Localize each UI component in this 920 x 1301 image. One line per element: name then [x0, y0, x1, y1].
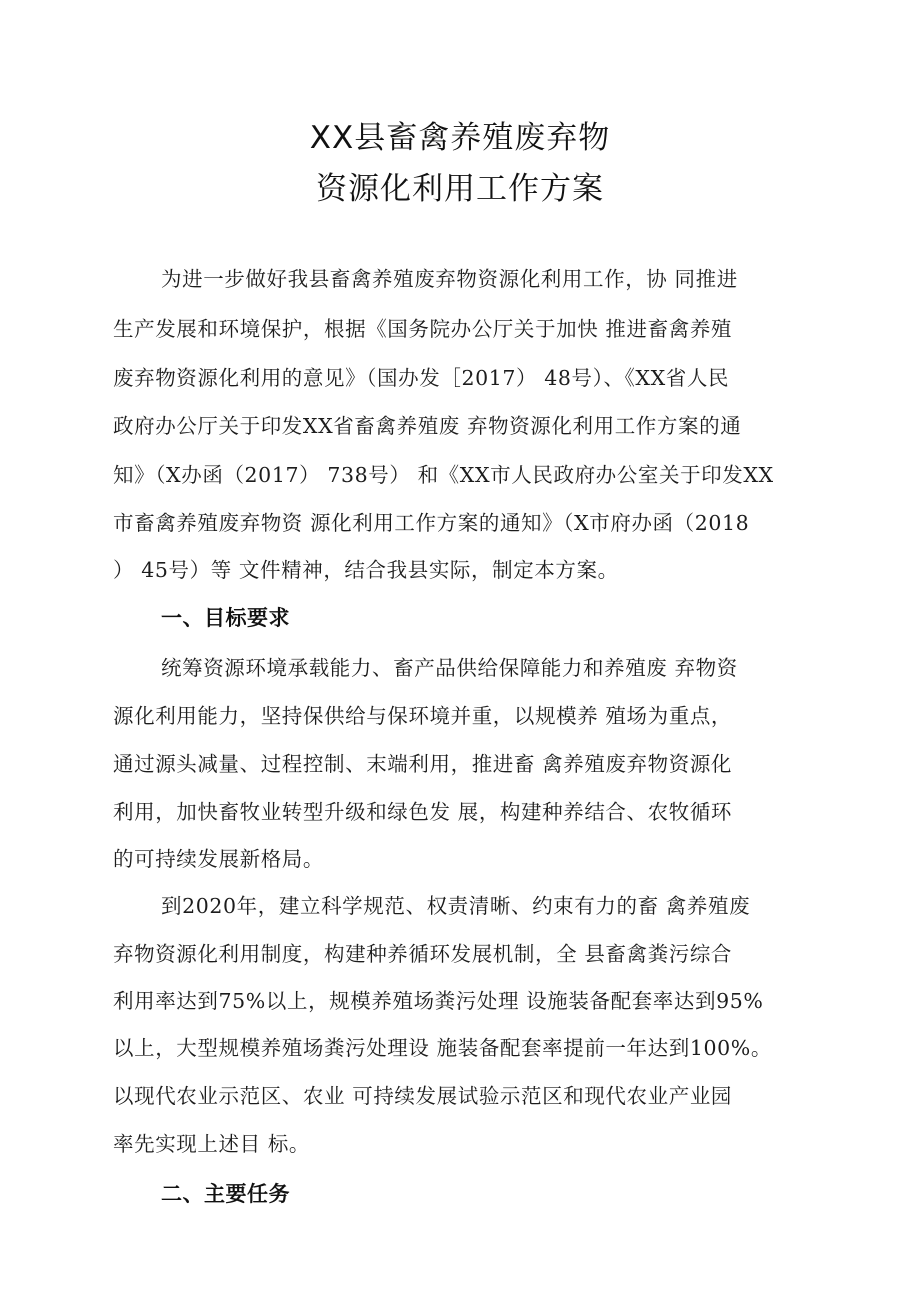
section-heading-tasks: 二、主要任务	[161, 1182, 290, 1206]
goals-paragraph-line: 的可持续发展新格局。	[113, 847, 324, 871]
targets-paragraph-line: 以上，大型规模养殖场粪污处理设 施装备配套率提前一年达到100%。	[113, 1036, 772, 1060]
intro-line: 知》（X办函（2017） 738号） 和《XX市人民政府办公室关于印发XX	[113, 463, 774, 487]
intro-line: 市畜禽养殖废弃物资 源化利用工作方案的通知》（X市府办函（2018	[113, 511, 750, 535]
targets-paragraph-line: 以现代农业示范区、农业 可持续发展试验示范区和现代农业产业园	[113, 1084, 733, 1108]
section-heading-goals: 一、目标要求	[161, 606, 290, 630]
intro-line: 生产发展和环境保护，根据《国务院办公厅关于加快 推进畜禽养殖	[113, 317, 733, 341]
document-title-line-2: 资源化利用工作方案	[316, 171, 604, 207]
targets-paragraph-line: 利用率达到75%以上，规模养殖场粪污处理 设施装备配套率达到95%	[113, 989, 764, 1013]
goals-paragraph-line: 统筹资源环境承载能力、畜产品供给保障能力和养殖废 弃物资	[161, 656, 738, 680]
goals-paragraph-line: 源化利用能力，坚持保供给与保环境并重，以规模养 殖场为重点，	[113, 704, 733, 728]
intro-line: 政府办公厅关于印发XX省畜禽养殖废 弃物资源化利用工作方案的通	[113, 414, 742, 438]
goals-paragraph-line: 通过源头减量、过程控制、末端利用，推进畜 禽养殖废弃物资源化	[113, 752, 733, 776]
document-title-line-1: XX县畜禽养殖废弃物	[309, 120, 611, 156]
intro-line: 为进一步做好我县畜禽养殖废弃物资源化利用工作，协 同推进	[161, 267, 738, 291]
goals-paragraph-line: 利用，加快畜牧业转型升级和绿色发 展，构建种养结合、农牧循环	[113, 800, 733, 824]
targets-paragraph-line: 到2020年，建立科学规范、权责清晰、约束有力的畜 禽养殖废	[161, 894, 751, 918]
intro-line: 废弃物资源化利用的意见》（国办发［2017） 48号）、《XX省人民	[113, 366, 730, 390]
targets-paragraph-line: 弃物资源化利用制度，构建种养循环发展机制，全 县畜禽粪污综合	[113, 942, 733, 966]
intro-line: ） 45号）等 文件精神，结合我县实际，制定本方案。	[113, 558, 619, 582]
targets-paragraph-line: 率先实现上述目 标。	[113, 1132, 311, 1156]
